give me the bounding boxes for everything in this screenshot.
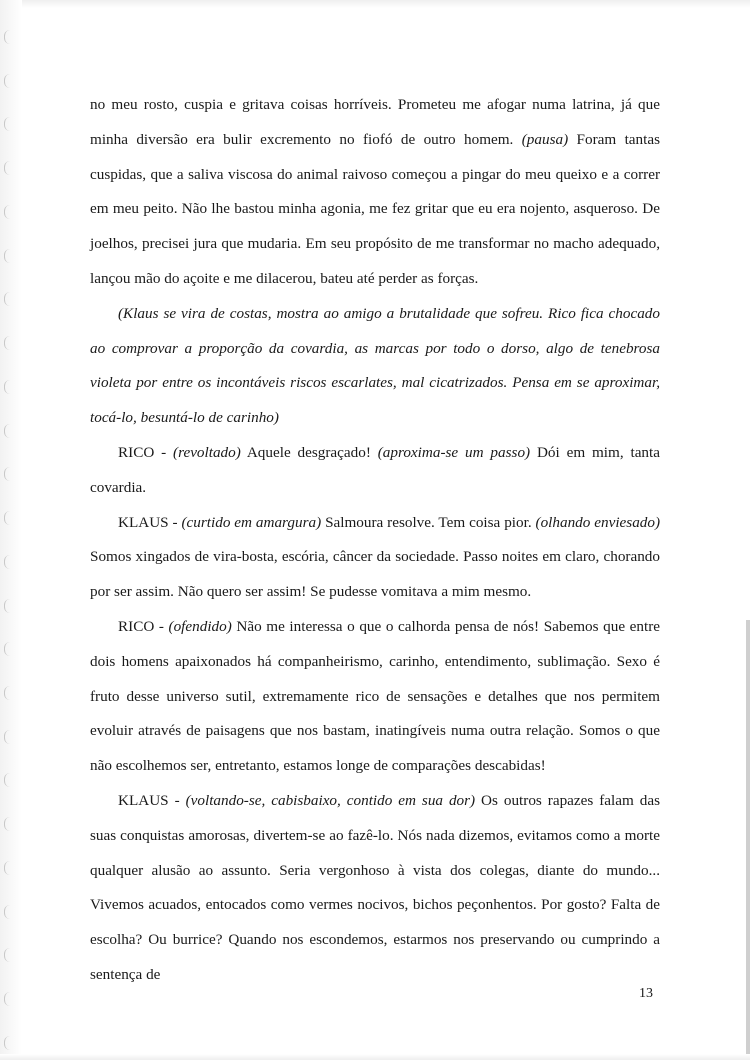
stage-direction: (olhando enviesado) bbox=[535, 513, 661, 531]
binder-hole-marks bbox=[4, 30, 16, 1050]
text-segment: Salmoura resolve. Tem coisa pior. bbox=[321, 513, 536, 531]
text-segment: Aquele desgraçado! bbox=[240, 443, 378, 461]
scan-shadow-right bbox=[746, 620, 750, 1060]
text-segment: no meu rosto, cuspia e gritava coisas horríveis. Prometeu me afogar numa latrina, já que minha diversão era bulir excremento no fiofó de outro homem. bbox=[90, 96, 660, 148]
text-segment: KLAUS - bbox=[118, 513, 182, 531]
stage-direction: (ofendido) bbox=[168, 617, 232, 635]
text-segment: RICO - bbox=[118, 443, 174, 461]
scan-shadow-bottom bbox=[0, 1054, 750, 1060]
paragraph bbox=[90, 297, 660, 436]
text-segment: Somos xingados de vira-bosta, escória, câncer da sociedade. Passo noites em claro, chorando por ser assim. Não quero ser assim! Se pudesse vomitava a mim mesmo. bbox=[90, 548, 660, 601]
stage-direction: (curtido em amargura) bbox=[181, 513, 322, 531]
paragraph bbox=[90, 506, 660, 610]
text-segment: Foram tantas cuspidas, que a saliva viscosa do animal raivoso começou a pingar do meu queixo e a correr em meu peito. Não lhe bastou minha agonia, me fez gritar que eu era nojento, asqueroso. De joelhos, precisei jura que mudaria. Em seu propósito de me transformar no macho adequado, lançou mão do açoite e me dilacerou, bateu até perder as forças. bbox=[90, 130, 660, 287]
paragraph bbox=[90, 610, 660, 784]
paragraph bbox=[90, 436, 660, 506]
text-segment: KLAUS - bbox=[118, 791, 186, 809]
text-segment: Os outros rapazes falam das suas conquistas amorosas, divertem-se ao fazê-lo. Nós nada dizemos, evitamos como a morte qualquer alusão ao assunto. Seria vergonhoso à vista dos colegas, diante do mundo... Vivemos acuados, entocados como vermes nocivos, bichos peçonhentos. Por gosto? Falta de escolha? Ou burrice? Quando nos escondemos, estarmos nos preservando ou cumprindo a sentença de bbox=[90, 791, 660, 983]
stage-direction: (pausa) bbox=[521, 130, 569, 148]
paragraph bbox=[90, 784, 660, 993]
scan-shadow-top bbox=[0, 0, 750, 8]
stage-direction: (voltando-se, cabisbaixo, contido em sua dor) bbox=[185, 791, 476, 809]
stage-direction: (Klaus se vira de costas, mostra ao amigo a brutalidade que sofreu. Rico fica chocado ao comprovar a proporção da covardia, as marcas por todo o dorso, algo de tenebrosa violeta por entre os incontáveis riscos escarlates, mal cicatrizados. Pensa em se aproximar, tocá-lo, besuntá-lo de carinho) bbox=[90, 304, 660, 427]
stage-direction: (aproxima-se um passo) bbox=[377, 443, 531, 461]
page-number: 13 bbox=[639, 986, 653, 1001]
paragraph bbox=[90, 88, 660, 297]
text-segment: Dói em mim, tanta covardia. bbox=[90, 443, 660, 496]
text-segment: RICO - bbox=[118, 617, 169, 635]
document-body bbox=[90, 88, 660, 993]
text-segment: Não me interessa o que o calhorda pensa de nós! Sabemos que entre dois homens apaixonados há companheirismo, carinho, entendimento, sublimação. Sexo é fruto desse universo sutil, extremamente rico de sensações e detalhes que nos permitem evoluir através de paisagens que nos bastam, inatingíveis numa outra relação. Somos o que não escolhemos ser, entretanto, estamos longe de comparações descabidas! bbox=[90, 617, 660, 775]
stage-direction: (revoltado) bbox=[173, 443, 241, 461]
